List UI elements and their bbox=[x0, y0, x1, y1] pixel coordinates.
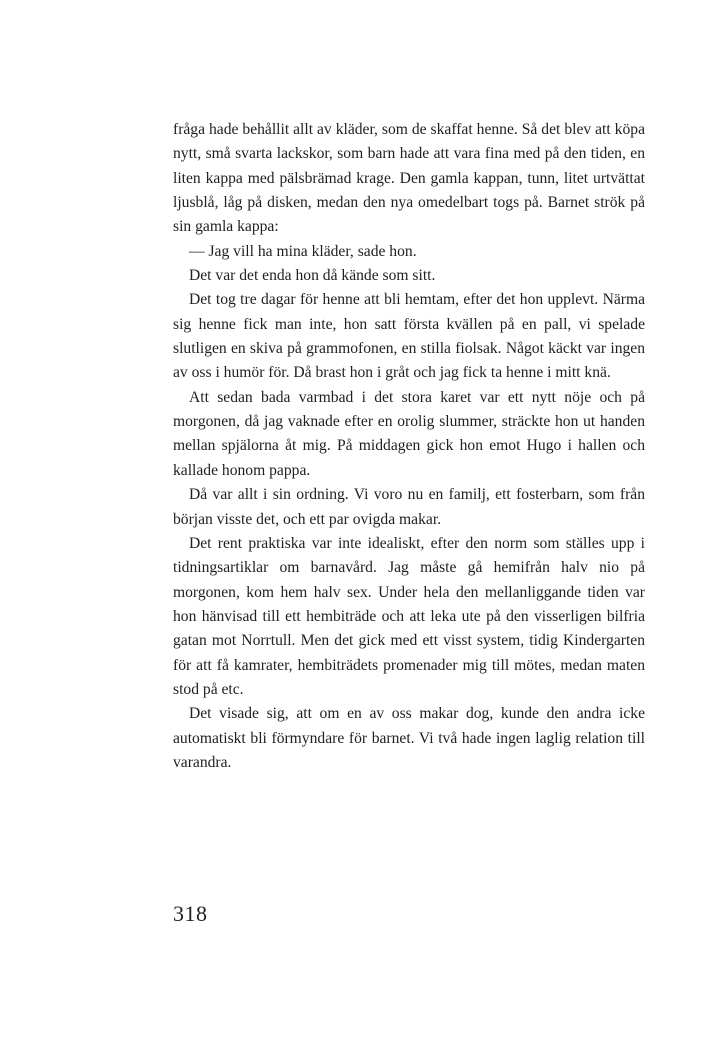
paragraph-6: Då var allt i sin ordning. Vi voro nu en familj, ett fosterbarn, som från början visste det, och ett par ovigda makar. bbox=[173, 486, 645, 528]
paragraph-7: Det rent praktiska var inte idealiskt, efter den norm som ställes upp i tidningsartiklar om barnavård. Jag måste gå hemifrån halv nio på morgonen, kom hem halv sex. Under hela den mellanliggande tiden var hon hänvisad till ett hembiträde och att leka ute på den visserligen bilfria gatan mot Norrtull. Men det gick med ett visst system, tidig Kindergarten för att få kamrater, hembiträdets promenader mig till mötes, medan maten stod på etc. bbox=[173, 534, 645, 698]
paragraph-4: Det tog tre dagar för henne att bli hemtam, efter det hon upplevt. Närma sig henne fick man inte, hon satt första kvällen på en pall, vi spelade slutligen en skiva på grammofonen, en stilla fiolsak. Något käckt var ingen av oss i humör för. Då brast hon i gråt och jag fick ta henne i mitt knä. bbox=[173, 291, 645, 382]
paragraph-1: fråga hade behållit allt av kläder, som de skaffat henne. Så det blev att köpa nytt, små svarta lackskor, som barn hade att vara fina med på den tiden, en liten kappa med pälsbrämad krage. Den gamla kappan, tunn, litet urtvättat ljusblå, låg på disken, medan den nya omedelbart togs på. Barnet strök på sin gamla kappa: bbox=[173, 121, 645, 236]
paragraph-5: Att sedan bada varmbad i det stora karet var ett nytt nöje och på morgonen, då jag vaknade efter en orolig slummer, sträckte hon ut handen mellan spjälorna åt mig. På middagen gick hon emot Hugo i hallen och kallade honom pappa. bbox=[173, 388, 645, 479]
paragraph-8: Det visade sig, att om en av oss makar dog, kunde den andra icke automatiskt bli förmyndare för barnet. Vi två hade ingen laglig relation till varandra. bbox=[173, 705, 645, 771]
paragraph-2: — Jag vill ha mina kläder, sade hon. bbox=[189, 242, 417, 260]
paragraph-3: Det var det enda hon då kände som sitt. bbox=[189, 267, 436, 285]
body-text bbox=[173, 118, 645, 775]
page-number: 318 bbox=[173, 901, 208, 926]
